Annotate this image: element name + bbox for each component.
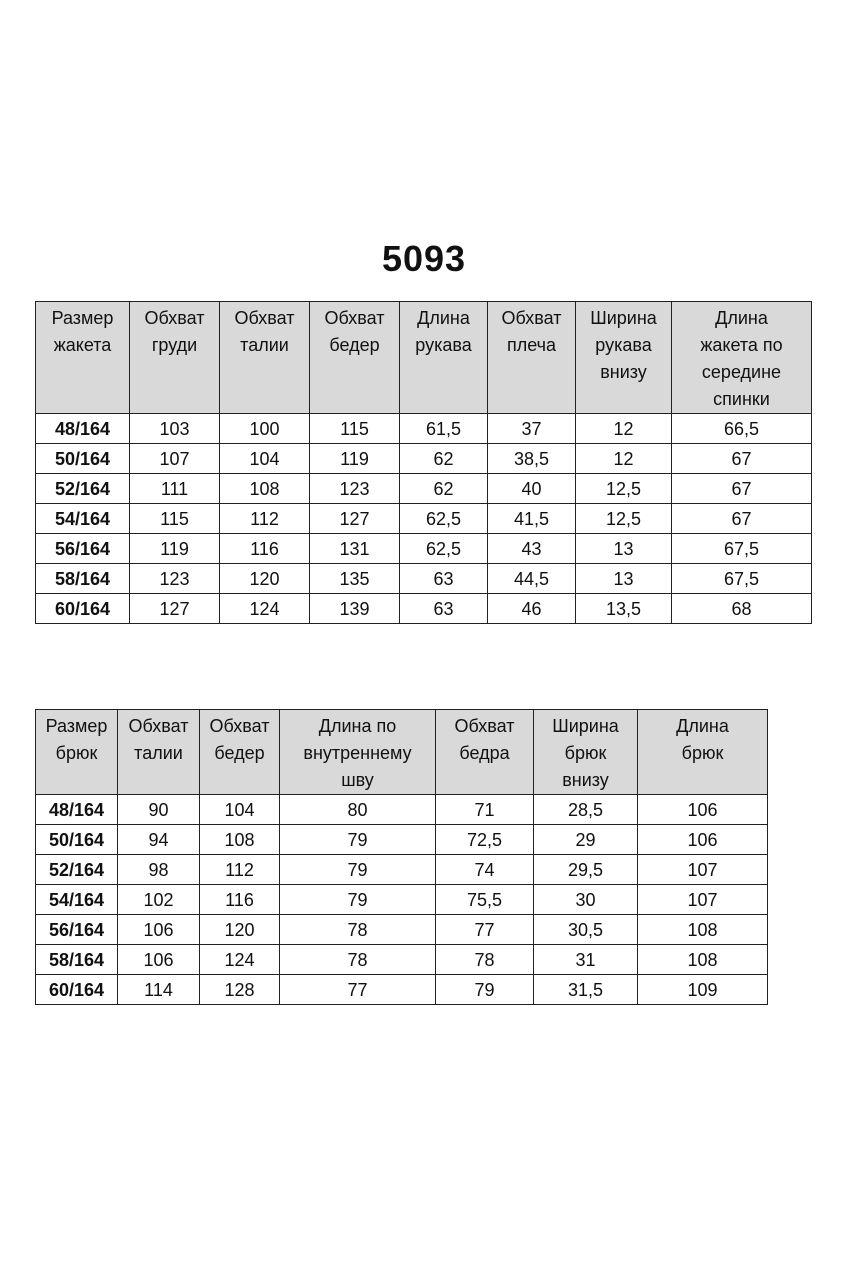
measurement-cell: 13 [576,564,672,594]
measurement-cell: 108 [638,945,768,975]
size-cell: 50/164 [36,444,130,474]
measurement-cell: 67 [672,444,812,474]
column-header-line: Длина [676,716,729,736]
measurement-cell: 124 [220,594,310,624]
measurement-cell: 104 [200,795,280,825]
table-row [36,534,812,564]
column-header-line: жакета [53,335,112,355]
measurement-cell: 74 [436,855,534,885]
column-header-line: шву [341,770,374,790]
column-header-line: брюк [681,743,724,763]
measurement-cell: 63 [400,564,488,594]
measurement-cell: 127 [130,594,220,624]
column-header-line: плеча [506,335,557,355]
measurement-cell: 61,5 [400,414,488,444]
measurement-cell: 30 [534,885,638,915]
measurement-cell: 79 [436,975,534,1005]
measurement-cell: 78 [280,915,436,945]
table-row [36,504,812,534]
column-header-line: Обхват [454,716,515,736]
column-header [638,710,768,795]
measurement-cell: 108 [220,474,310,504]
column-header-line: Длина [417,308,470,328]
column-header [576,302,672,414]
size-cell: 60/164 [36,594,130,624]
measurement-cell: 80 [280,795,436,825]
column-header-line: внизу [600,362,647,382]
size-cell: 54/164 [36,885,118,915]
measurement-cell: 124 [200,945,280,975]
measurement-cell: 72,5 [436,825,534,855]
measurement-cell: 107 [638,885,768,915]
measurement-cell: 44,5 [488,564,576,594]
column-header-line: Размер [51,308,114,328]
measurement-cell: 13,5 [576,594,672,624]
column-header-line: Обхват [501,308,562,328]
column-header-line: бедра [459,743,510,763]
measurement-cell: 67 [672,474,812,504]
measurement-cell: 31,5 [534,975,638,1005]
trousers-size-table [35,709,768,1005]
measurement-cell: 75,5 [436,885,534,915]
measurement-cell: 128 [200,975,280,1005]
column-header [130,302,220,414]
measurement-cell: 106 [118,945,200,975]
measurement-cell: 30,5 [534,915,638,945]
measurement-cell: 120 [200,915,280,945]
size-cell: 48/164 [36,795,118,825]
column-header [672,302,812,414]
measurement-cell: 67,5 [672,534,812,564]
column-header [534,710,638,795]
measurement-cell: 100 [220,414,310,444]
measurement-cell: 107 [638,855,768,885]
jacket-size-table [35,301,812,624]
column-header [280,710,436,795]
column-header-line: брюк [55,743,98,763]
column-header-line: Длина по [318,716,397,736]
column-header [400,302,488,414]
measurement-cell: 68 [672,594,812,624]
measurement-cell: 28,5 [534,795,638,825]
column-header [36,710,118,795]
measurement-cell: 62 [400,474,488,504]
measurement-cell: 12,5 [576,474,672,504]
measurement-cell: 120 [220,564,310,594]
column-header-line: талии [240,335,289,355]
measurement-cell: 90 [118,795,200,825]
measurement-cell: 135 [310,564,400,594]
column-header-line: Обхват [324,308,385,328]
measurement-cell: 66,5 [672,414,812,444]
measurement-cell: 41,5 [488,504,576,534]
measurement-cell: 119 [310,444,400,474]
measurement-cell: 12 [576,414,672,444]
column-header [436,710,534,795]
table-row [36,414,812,444]
measurement-cell: 63 [400,594,488,624]
column-header-line: спинки [713,389,770,409]
measurement-cell: 78 [280,945,436,975]
jacket-header-row [36,302,812,414]
measurement-cell: 67 [672,504,812,534]
measurement-cell: 40 [488,474,576,504]
size-cell: 48/164 [36,414,130,444]
trousers-header-row [36,710,768,795]
column-header-line: груди [151,335,198,355]
table-row [36,915,768,945]
table-row [36,795,768,825]
measurement-cell: 112 [200,855,280,885]
measurement-cell: 38,5 [488,444,576,474]
size-cell: 60/164 [36,975,118,1005]
measurement-cell: 115 [310,414,400,444]
column-header-line: Длина [715,308,768,328]
measurement-cell: 139 [310,594,400,624]
size-cell: 52/164 [36,855,118,885]
measurement-cell: 29 [534,825,638,855]
size-cell: 58/164 [36,945,118,975]
column-header [200,710,280,795]
measurement-cell: 79 [280,855,436,885]
table-row [36,444,812,474]
column-header [488,302,576,414]
measurement-cell: 111 [130,474,220,504]
measurement-cell: 98 [118,855,200,885]
table-row [36,885,768,915]
column-header-line: середине [701,362,782,382]
column-header-line: рукава [415,335,472,355]
table-row [36,474,812,504]
measurement-cell: 79 [280,825,436,855]
column-header-line: рукава [595,335,652,355]
column-header-line: Ширина [590,308,657,328]
measurement-cell: 123 [310,474,400,504]
table-row [36,975,768,1005]
size-cell: 58/164 [36,564,130,594]
table-row [36,945,768,975]
measurement-cell: 123 [130,564,220,594]
measurement-cell: 108 [638,915,768,945]
column-header-line: Ширина [552,716,619,736]
column-header [310,302,400,414]
measurement-cell: 102 [118,885,200,915]
column-header-line: талии [134,743,183,763]
column-header-line: бедер [214,743,265,763]
measurement-cell: 109 [638,975,768,1005]
column-header-line: Обхват [128,716,189,736]
table-row [36,594,812,624]
measurement-cell: 79 [280,885,436,915]
size-cell: 50/164 [36,825,118,855]
column-header-line: бедер [329,335,380,355]
measurement-cell: 62,5 [400,534,488,564]
measurement-cell: 116 [200,885,280,915]
measurement-cell: 94 [118,825,200,855]
measurement-cell: 108 [200,825,280,855]
size-cell: 56/164 [36,534,130,564]
measurement-cell: 116 [220,534,310,564]
column-header-line: жакета по [700,335,783,355]
column-header [36,302,130,414]
table-row [36,855,768,885]
column-header-line: Обхват [234,308,295,328]
column-header-line: внизу [562,770,609,790]
size-cell: 52/164 [36,474,130,504]
column-header-line: внутреннему [303,743,412,763]
measurement-cell: 106 [638,795,768,825]
measurement-cell: 62,5 [400,504,488,534]
measurement-cell: 106 [118,915,200,945]
column-header [118,710,200,795]
column-header-line: Размер [45,716,108,736]
table-row [36,825,768,855]
measurement-cell: 12,5 [576,504,672,534]
page-title: 5093 [381,238,467,279]
measurement-cell: 115 [130,504,220,534]
measurement-cell: 131 [310,534,400,564]
measurement-cell: 77 [436,915,534,945]
measurement-cell: 62 [400,444,488,474]
measurement-cell: 71 [436,795,534,825]
table-row [36,564,812,594]
measurement-cell: 107 [130,444,220,474]
measurement-cell: 29,5 [534,855,638,885]
column-header-line: Обхват [209,716,270,736]
measurement-cell: 13 [576,534,672,564]
measurement-cell: 119 [130,534,220,564]
column-header-line: Обхват [144,308,205,328]
measurement-cell: 46 [488,594,576,624]
measurement-cell: 114 [118,975,200,1005]
measurement-cell: 31 [534,945,638,975]
measurement-cell: 77 [280,975,436,1005]
size-cell: 56/164 [36,915,118,945]
measurement-cell: 104 [220,444,310,474]
measurement-cell: 106 [638,825,768,855]
measurement-cell: 12 [576,444,672,474]
measurement-cell: 67,5 [672,564,812,594]
measurement-cell: 78 [436,945,534,975]
measurement-cell: 112 [220,504,310,534]
measurement-cell: 37 [488,414,576,444]
column-header [220,302,310,414]
measurement-cell: 43 [488,534,576,564]
measurement-cell: 127 [310,504,400,534]
size-cell: 54/164 [36,504,130,534]
measurement-cell: 103 [130,414,220,444]
column-header-line: брюк [564,743,607,763]
